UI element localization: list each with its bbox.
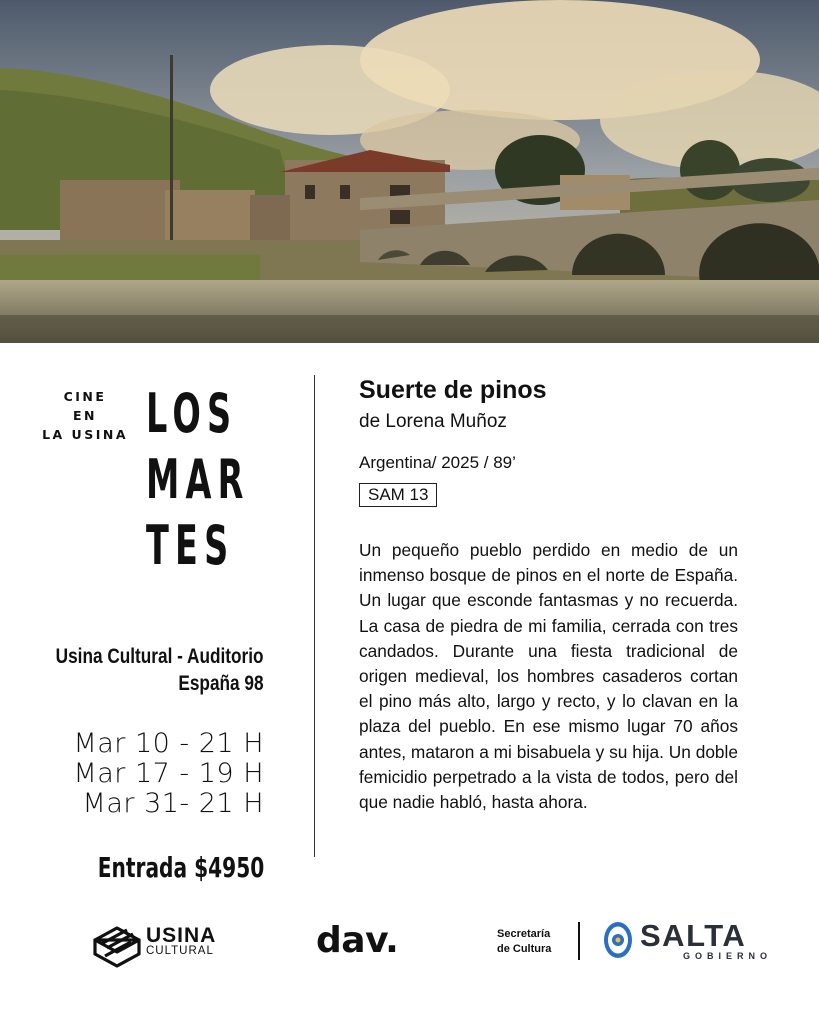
salta-logo-sub: GOBIERNO (683, 951, 773, 961)
dav-logo: dav. (316, 920, 399, 961)
series-kicker (42, 387, 128, 444)
entry-price: Entrada $4950 (97, 851, 264, 884)
screening-date: Mar 17 - 19 H (73, 758, 264, 789)
secretaria-line: Secretaría (497, 928, 551, 940)
secretaria-line: de Cultura (497, 943, 552, 955)
venue-name: Usina Cultural - Auditorio (56, 645, 264, 668)
kicker-line: LA USINA (42, 427, 128, 442)
venue-address: España 98 (178, 672, 264, 695)
column-divider (314, 375, 315, 857)
film-director: de Lorena Muñoz (359, 411, 507, 432)
salta-emblem-icon (603, 921, 633, 959)
film-title: Suerte de pinos (359, 376, 547, 404)
film-meta: Argentina/ 2025 / 89’ (359, 453, 516, 472)
event-info-column (0, 343, 300, 903)
venue (56, 643, 264, 697)
hero-photo (0, 0, 819, 343)
screening-date: Mar 31- 21 H (82, 788, 264, 819)
kicker-line: EN (73, 408, 98, 423)
series-title-line: MAR (146, 448, 250, 511)
usina-logo-sub: CULTURAL (146, 945, 214, 957)
film-synopsis: Un pequeño pueblo perdido en medio de un inmenso bosque de pinos en el norte de España. Un lugar que esconde fantasmas y no recuerda. La casa de piedra de mi familia, cerrada con tres candados. Durante una fiesta tradicional de origen medieval, los hombres casaderos cortan el pino más alto, largo y recto, y lo clavan en la plaza del pueblo. En ese mismo lugar 70 años antes, mataron a mi bisabuela y su hija. Un doble femicidio perpetrado a la vista de todos, pero del que nadie habló, hasta ahora. (359, 540, 738, 813)
age-rating-badge: SAM 13 (359, 483, 437, 507)
usina-logo-name: USINA (146, 924, 217, 947)
secretaria-cultura-logo (497, 927, 551, 957)
screening-dates (73, 729, 264, 819)
series-title-line: TES (146, 514, 235, 577)
sponsor-logos (0, 900, 819, 1024)
screening-date: Mar 10 - 21 H (73, 728, 264, 759)
salta-logo-name: SALTA (640, 918, 747, 953)
logo-divider (578, 922, 580, 960)
kicker-line: CINE (63, 389, 107, 404)
series-title-line: LOS (146, 382, 238, 445)
